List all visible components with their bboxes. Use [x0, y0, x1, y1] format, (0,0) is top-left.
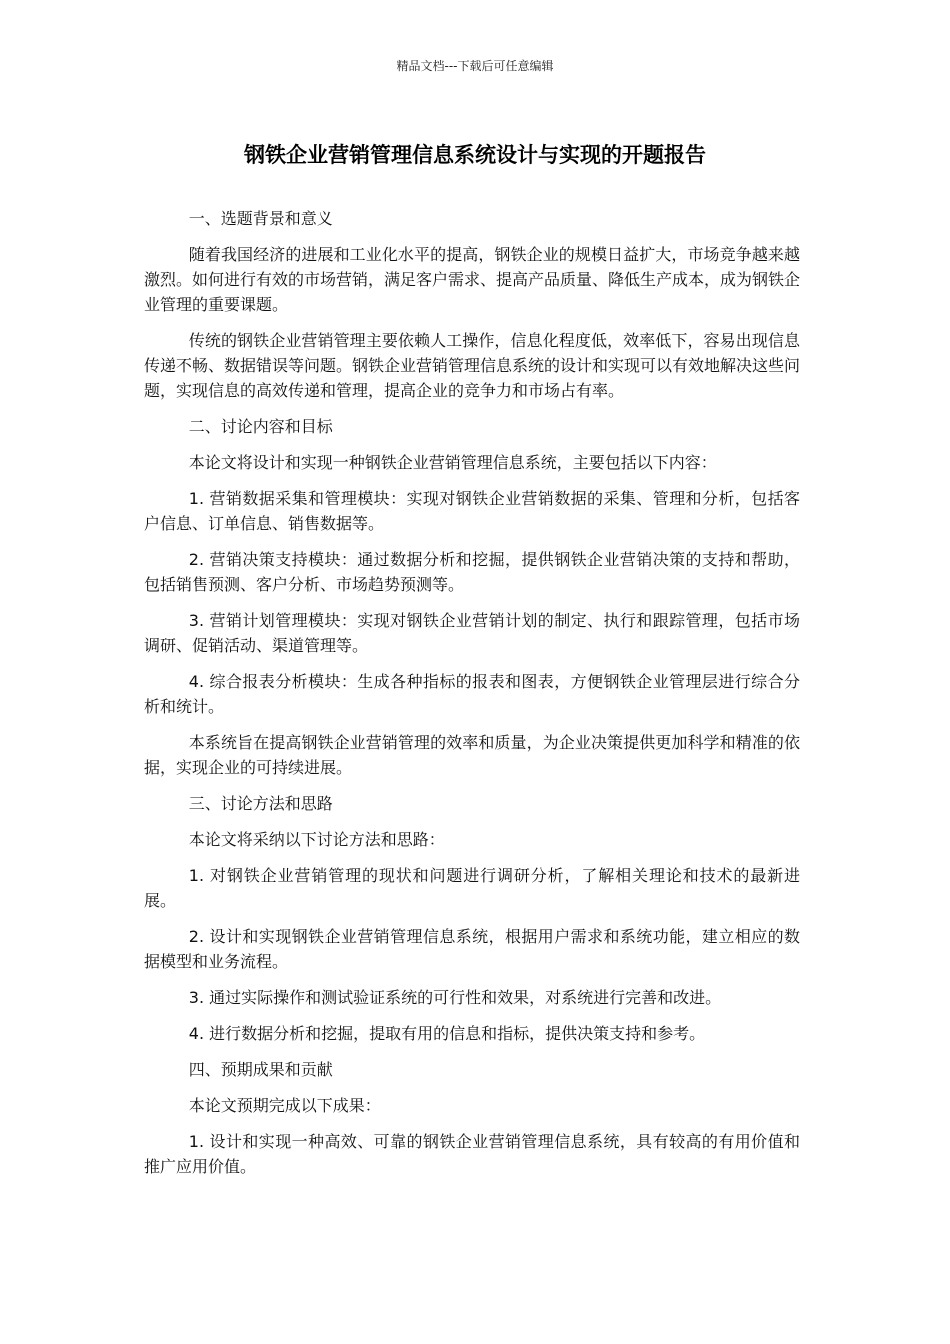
page-header-note: 精品文档---下载后可任意编辑	[396, 59, 554, 73]
paragraph: 本论文预期完成以下成果：	[188, 1096, 381, 1115]
section-heading: 一、选题背景和意义	[188, 209, 333, 228]
document-body	[144, 206, 800, 1190]
list-item: 1. 对钢铁企业营销管理的现状和问题进行调研分析，了解相关理论和技术的最新进展。	[144, 866, 800, 910]
paragraph: 随着我国经济的进展和工业化水平的提高，钢铁企业的规模日益扩大，市场竞争越来越激烈。如何进行有效的市场营销，满足客户需求、提高产品质量、降低生产成本，成为钢铁企业管理的重要课题。	[144, 245, 801, 314]
list-item: 1. 设计和实现一种高效、可靠的钢铁企业营销管理信息系统，具有较高的有用价值和推广应用价值。	[144, 1132, 800, 1176]
list-item: 1. 营销数据采集和管理模块：实现对钢铁企业营销数据的采集、管理和分析，包括客户信息、订单信息、销售数据等。	[144, 489, 800, 533]
paragraph: 本系统旨在提高钢铁企业营销管理的效率和质量，为企业决策提供更加科学和精准的依据，实现企业的可持续进展。	[144, 733, 800, 777]
list-item: 3. 营销计划管理模块：实现对钢铁企业营销计划的制定、执行和跟踪管理，包括市场调研、促销活动、渠道管理等。	[144, 611, 800, 655]
paragraph: 传统的钢铁企业营销管理主要依赖人工操作，信息化程度低，效率低下，容易出现信息传递不畅、数据错误等问题。钢铁企业营销管理信息系统的设计和实现可以有效地解决这些问题，实现信息的高效传递和管理，提高企业的竞争力和市场占有率。	[144, 331, 801, 400]
document-title: 钢铁企业营销管理信息系统设计与实现的开题报告	[244, 143, 706, 167]
paragraph: 本论文将采纳以下讨论方法和思路：	[188, 830, 445, 849]
list-item: 3. 通过实际操作和测试验证系统的可行性和效果，对系统进行完善和改进。	[188, 988, 722, 1007]
list-item: 4. 综合报表分析模块：生成各种指标的报表和图表，方便钢铁企业管理层进行综合分析和统计。	[144, 672, 800, 716]
section-heading: 三、讨论方法和思路	[188, 794, 333, 813]
list-item: 2. 设计和实现钢铁企业营销管理信息系统，根据用户需求和系统功能，建立相应的数据模型和业务流程。	[144, 927, 800, 971]
list-item: 4. 进行数据分析和挖掘，提取有用的信息和指标，提供决策支持和参考。	[188, 1024, 706, 1043]
paragraph: 本论文将设计和实现一种钢铁企业营销管理信息系统，主要包括以下内容：	[188, 453, 717, 472]
section-heading: 四、预期成果和贡献	[188, 1060, 333, 1079]
section-heading: 二、讨论内容和目标	[188, 417, 333, 436]
list-item: 2. 营销决策支持模块：通过数据分析和挖掘，提供钢铁企业营销决策的支持和帮助，包括销售预测、客户分析、市场趋势预测等。	[144, 550, 800, 594]
